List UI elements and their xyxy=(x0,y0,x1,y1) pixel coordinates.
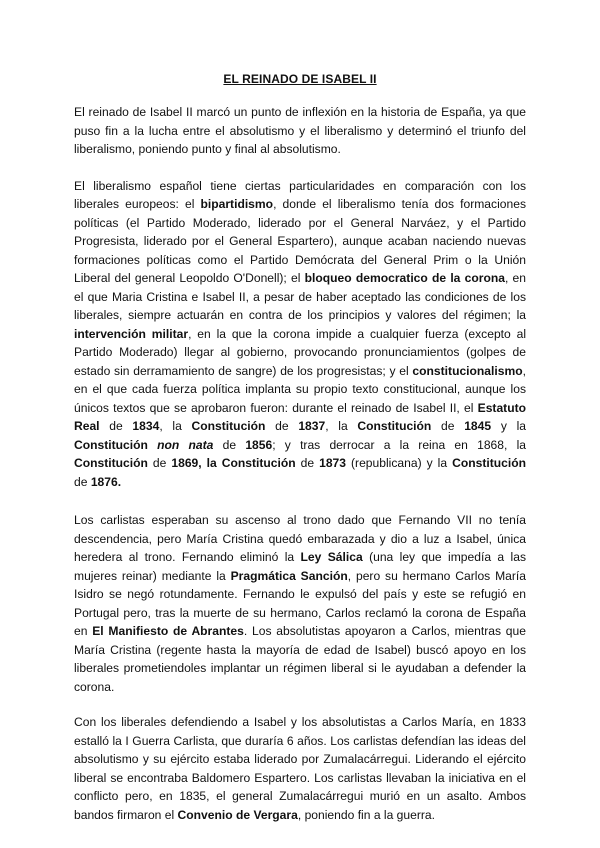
text-run: , la xyxy=(325,419,358,433)
text-run: , la xyxy=(159,419,192,433)
emphasis-run: non nata xyxy=(157,437,214,452)
emphasis-run: Constitución xyxy=(74,437,148,452)
text-run: de xyxy=(431,419,465,433)
text-run xyxy=(148,438,157,452)
text-run: ; y tras derrocar a la reina en 1868, la xyxy=(272,437,526,452)
paragraph-liberalismo xyxy=(74,177,526,492)
text-run: . Los absolutistas apoyaron a Carlos, mientras que María Cristina (regente hasta la mayoría de edad de Isabel) buscó apoyo en los liberales prometiendoles implantar un régimen liberal si le ayudaban a defender la corona. xyxy=(74,624,526,694)
text-run: , en la que la corona impide a cualquier fuerza (excepto al Partido Moderado) llegar al gobierno, provocando pronunciamientos (golpes de estado sin derramamiento de sangre) de los progresistas; y el xyxy=(74,326,527,378)
text-run: de xyxy=(295,456,320,470)
text-run: (una ley que impedía a las mujeres reinar) mediante la xyxy=(74,550,526,583)
emphasis-run: Estatuto Real xyxy=(74,400,526,433)
document-page xyxy=(74,70,526,842)
emphasis-run: 1856 xyxy=(245,437,273,452)
emphasis-run: 1876. xyxy=(90,474,122,489)
emphasis-run: bipartidismo xyxy=(200,197,274,211)
text-run: de xyxy=(147,456,172,470)
text-run: , poniendo fin a la guerra. xyxy=(297,807,436,822)
text-run: El reinado de Isabel II marcó un punto de inflexión en la historia de España, ya que puso fin a la lucha entre el absolutismo y el liberalismo y determinó el triunfo del liberalismo, poniendo punto y final al absolutismo. xyxy=(74,105,526,156)
emphasis-run: Pragmática Sanción xyxy=(230,568,348,583)
document-title: EL REINADO DE ISABEL II xyxy=(223,72,377,86)
text-run: de xyxy=(74,474,91,489)
paragraph-intro xyxy=(74,103,526,159)
text-run: y la xyxy=(491,419,526,433)
emphasis-run: Constitución xyxy=(452,456,526,470)
emphasis-run: Constitución xyxy=(191,419,266,433)
emphasis-run: 1834 xyxy=(132,419,160,433)
text-run: , donde el liberalismo tenía dos formaciones políticas (el Partido Moderado, liderado por el General Narváez, y el Partido Progresista, liderado por el General Espartero), aunque acaban naciendo nuevas formaciones políticas como el Partido Demócrata del General Prim o la Unión Liberal del general Leopoldo O'Donell); el xyxy=(74,197,526,285)
emphasis-run: Constitución xyxy=(74,456,148,470)
text-run: El liberalismo español tiene ciertas particularidades en comparación con los liberales europeos: el xyxy=(74,178,526,211)
emphasis-run: Constitución xyxy=(357,419,432,433)
text-run: , en el que cada fuerza política implanta su propio texto constitucional, aunque los únicos textos que se aprobaron fueron: durante el reinado de Isabel II, el xyxy=(74,363,526,415)
emphasis-run: 1869, la Constitución xyxy=(171,456,296,470)
emphasis-run: 1845 xyxy=(464,419,492,433)
emphasis-run: El Manifiesto de Abrantes xyxy=(92,624,244,638)
emphasis-run: Convenio de Vergara xyxy=(177,807,298,822)
emphasis-run: intervención militar xyxy=(74,326,189,341)
paragraph-guerra-carlista xyxy=(74,713,526,824)
emphasis-run: Ley Sálica xyxy=(300,550,363,564)
text-run: (republicana) y la xyxy=(346,456,453,470)
text-run: de xyxy=(99,419,133,433)
text-run: , en el que Maria Cristina e Isabel II, a pesar de haber aceptado las condiciones de los liberales, siempre actuarán en contra de los principios y valores del régimen; la xyxy=(74,271,526,322)
paragraph-carlistas xyxy=(74,511,526,696)
emphasis-run: bloqueo democratico de la corona xyxy=(304,271,505,285)
emphasis-run: 1873 xyxy=(319,456,347,470)
text-run: de xyxy=(213,437,246,452)
text-run: , pero su hermano Carlos María Isidro se negó rotundamente. Fernando le expulsó del país y este se refugió en Portugal pero, tras la muerte de su hermano, Carlos reclamó la corona de España en xyxy=(74,568,527,638)
emphasis-run: 1837 xyxy=(298,419,326,433)
text-run: Los carlistas esperaban su ascenso al trono dado que Fernando VII no tenía descendencia, pero María Cristina quedó embarazada y dio a luz a Isabel, única heredera al trono. Fernando eliminó la xyxy=(74,513,526,564)
emphasis-run: constitucionalismo xyxy=(412,363,523,378)
text-run: Con los liberales defendiendo a Isabel y los absolutistas a Carlos María, en 1833 estalló la I Guerra Carlista, que duraría 6 años. Los carlistas defendían las ideas del absolutismo y su ejército estaba liderado por Zumalacárregui. Liderando el ejército liberal se encontraba Baldomero Espartero. Los carlistas llevaban la iniciativa en el conflicto pero, en 1835, el general Zumalacárregui murió en un asalto. Ambos bandos firmaron el xyxy=(74,715,526,822)
text-run: de xyxy=(265,419,299,433)
